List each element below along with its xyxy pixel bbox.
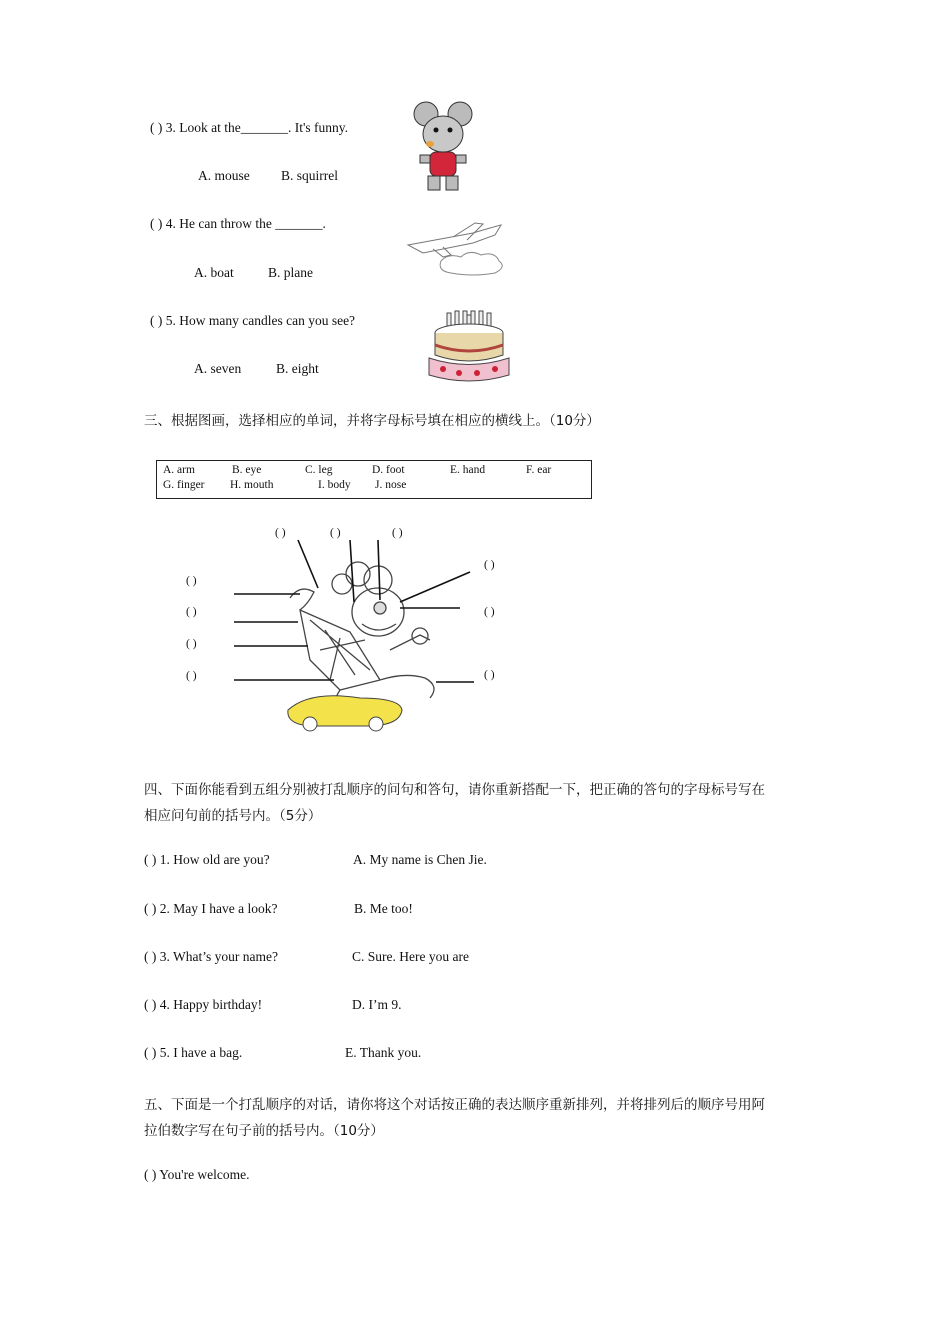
plane-illustration (403, 215, 508, 277)
q4-option-a: A. boat (194, 265, 234, 280)
q5-option-a: A. seven (194, 361, 242, 376)
s4-answer-b: B. Me too! (354, 901, 413, 916)
q3-option-b: B. squirrel (281, 168, 338, 183)
s4-question-5: ( ) 5. I have a bag. (144, 1045, 243, 1060)
clown-illustration (230, 540, 480, 740)
word-bank-i: I. body (318, 479, 351, 491)
section3-title: 三、根据图画，选择相应的单词，并将字母标号填在相应的横线上。（10分） (144, 413, 600, 429)
q4-option-b: B. plane (268, 265, 313, 280)
blank-right-2[interactable]: ( ) (484, 606, 495, 618)
section4-title-line2: 相应问句前的括号内。（5分） (144, 808, 322, 824)
q3-option-a: A. mouse (198, 168, 250, 183)
blank-top-1[interactable]: ( ) (275, 527, 286, 539)
blank-left-4[interactable]: ( ) (186, 670, 197, 682)
word-bank-a: A. arm (163, 464, 195, 476)
word-bank-g: G. finger (163, 479, 205, 491)
blank-left-2[interactable]: ( ) (186, 606, 197, 618)
s4-answer-e: E. Thank you. (345, 1045, 422, 1060)
word-bank-f: F. ear (526, 464, 552, 476)
s4-answer-a: A. My name is Chen Jie. (353, 852, 487, 867)
q3-stem: ( ) 3. Look at the_______. It's funny. (150, 120, 349, 135)
q4-stem: ( ) 4. He can throw the _______. (150, 216, 326, 231)
s4-question-1: ( ) 1. How old are you? (144, 852, 270, 867)
cake-illustration (425, 303, 510, 385)
section5-title-line2: 拉伯数字写在句子前的括号内。（10分） (144, 1123, 384, 1139)
word-bank-e: E. hand (450, 464, 486, 476)
s4-answer-c: C. Sure. Here you are (352, 949, 469, 964)
s4-question-3: ( ) 3. What’s your name? (144, 949, 278, 964)
blank-left-3[interactable]: ( ) (186, 638, 197, 650)
word-bank-b: B. eye (232, 464, 262, 476)
s4-question-2: ( ) 2. May I have a look? (144, 901, 278, 916)
s5-line-1: ( ) You're welcome. (144, 1167, 250, 1182)
word-bank-h: H. mouth (230, 479, 274, 491)
word-bank-c: C. leg (305, 464, 333, 476)
s4-question-4: ( ) 4. Happy birthday! (144, 997, 263, 1012)
blank-top-3[interactable]: ( ) (392, 527, 403, 539)
q5-option-b: B. eight (276, 361, 319, 376)
word-bank-d: D. foot (372, 464, 405, 476)
word-bank-j: J. nose (375, 479, 407, 491)
mouse-illustration (408, 100, 478, 195)
section5-title-line1: 五、下面是一个打乱顺序的对话，请你将这个对话按正确的表达顺序重新排列，并将排列后的顺序号用阿 (144, 1097, 765, 1113)
blank-right-1[interactable]: ( ) (484, 559, 495, 571)
q5-stem: ( ) 5. How many candles can you see? (150, 313, 356, 328)
blank-left-1[interactable]: ( ) (186, 575, 197, 587)
blank-right-3[interactable]: ( ) (484, 669, 495, 681)
blank-top-2[interactable]: ( ) (330, 527, 341, 539)
section4-title-line1: 四、下面你能看到五组分别被打乱顺序的问句和答句，请你重新搭配一下，把正确的答句的字母标号写在 (144, 782, 765, 798)
s4-answer-d: D. I’m 9. (352, 997, 402, 1012)
